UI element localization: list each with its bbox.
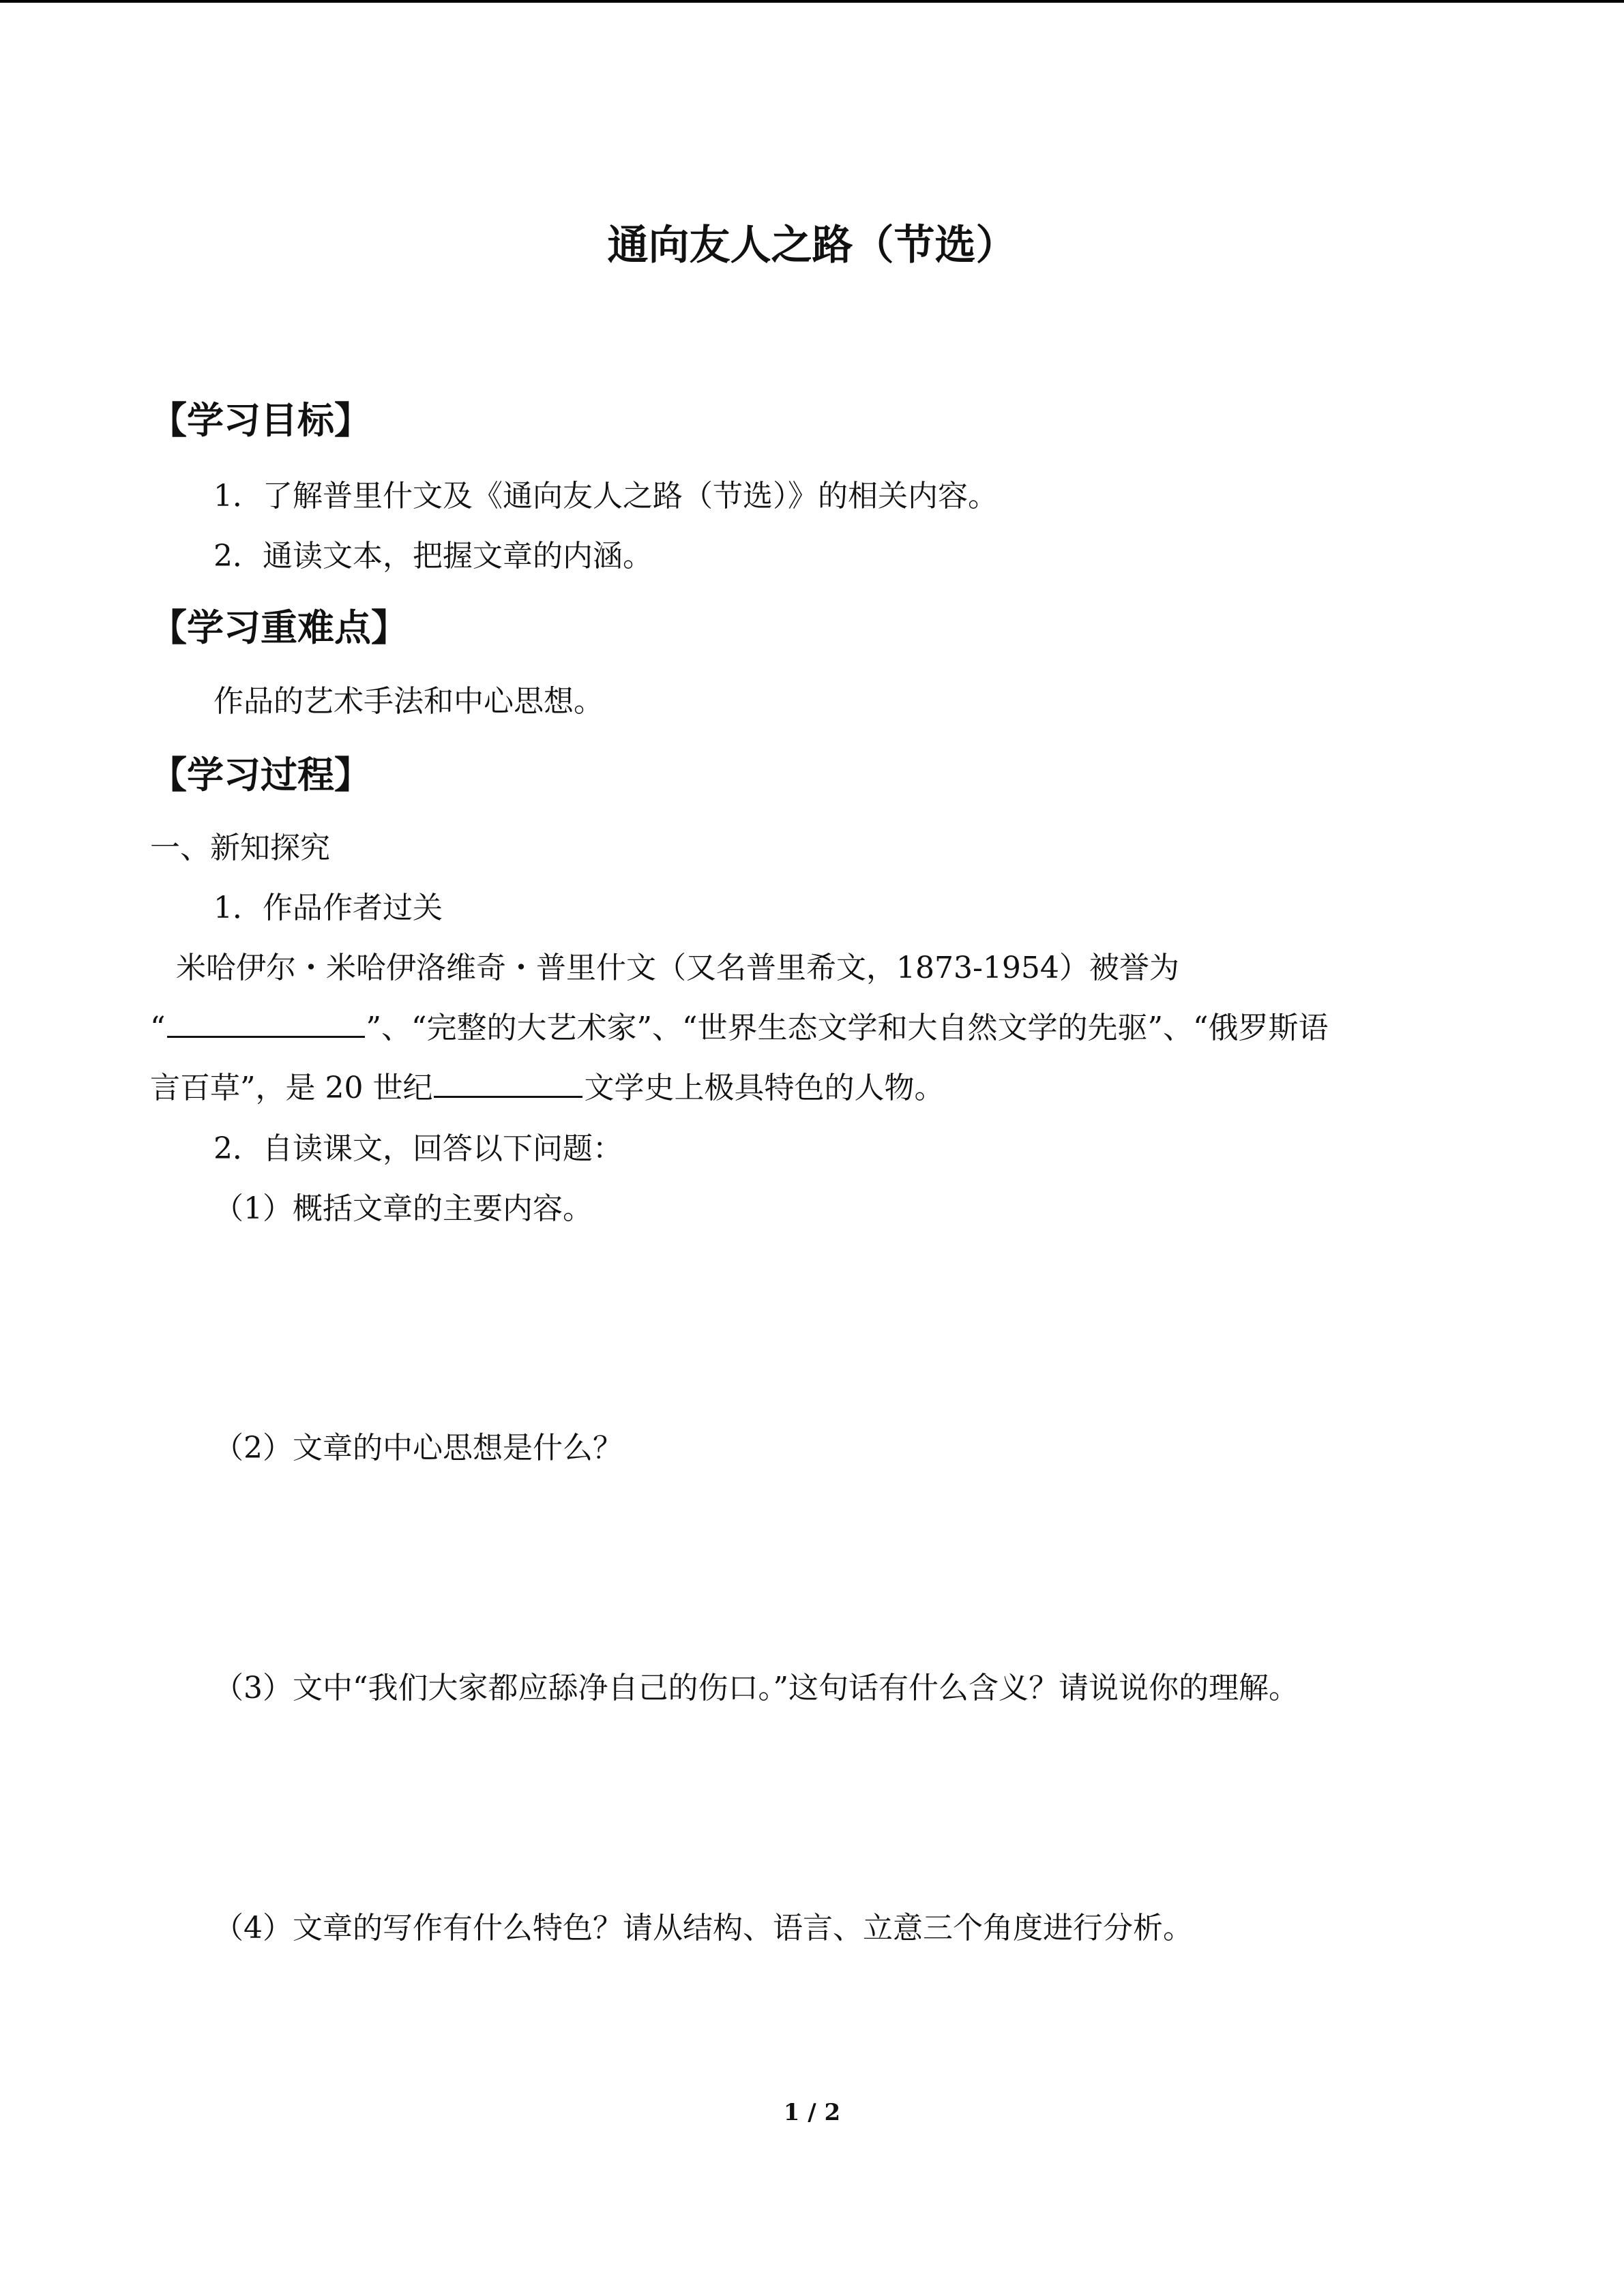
author-intro-line-3-start: 言百草”，是 20 世纪 — [150, 1071, 433, 1105]
author-intro-line-1: 米哈伊尔・米哈伊洛维奇・普里什文（又名普里希文，1873-1954）被誉为 — [176, 951, 1179, 985]
top-border-rule — [0, 0, 1624, 3]
question-2-title: 2．自读课文，回答以下问题： — [213, 1131, 623, 1166]
sub-question-3: （3）文中“我们大家都应舔净自己的伤口。”这句话有什么含义？请说说你的理解。 — [213, 1671, 1299, 1705]
author-intro-line-2 — [150, 1013, 1328, 1043]
heading-key-points: 【学习重难点】 — [150, 606, 408, 649]
part-new-knowledge-title: 一、新知探究 — [150, 831, 330, 865]
key-points-text: 作品的艺术手法和中心思想。 — [213, 684, 604, 719]
document-title: 通向友人之路（节选） — [607, 222, 1017, 269]
author-intro-line-3 — [150, 1073, 944, 1103]
question-1-title: 1．作品作者过关 — [213, 891, 443, 925]
heading-learning-process: 【学习过程】 — [150, 754, 371, 796]
author-intro-line-3-end: 文学史上极具特色的人物。 — [584, 1071, 945, 1105]
fill-blank-2[interactable] — [434, 1095, 582, 1098]
author-intro-line-2-text: ”、“完整的大艺术家”、“世界生态文学和大自然文学的先驱”、“俄罗斯语 — [366, 1011, 1329, 1045]
goal-item-1: 1．了解普里什文及《通向友人之路（节选）》的相关内容。 — [213, 479, 998, 513]
heading-learning-goals: 【学习目标】 — [150, 399, 371, 442]
open-quote: “ — [150, 1011, 166, 1045]
fill-blank-1[interactable] — [167, 1035, 365, 1038]
page-number: 1 / 2 — [783, 2099, 841, 2126]
sub-question-2: （2）文章的中心思想是什么？ — [213, 1431, 623, 1465]
goal-item-2: 2．通读文本，把握文章的内涵。 — [213, 539, 653, 573]
sub-question-4: （4）文章的写作有什么特色？请从结构、语言、立意三个角度进行分析。 — [213, 1911, 1193, 1945]
sub-question-1: （1）概括文章的主要内容。 — [213, 1191, 593, 1226]
